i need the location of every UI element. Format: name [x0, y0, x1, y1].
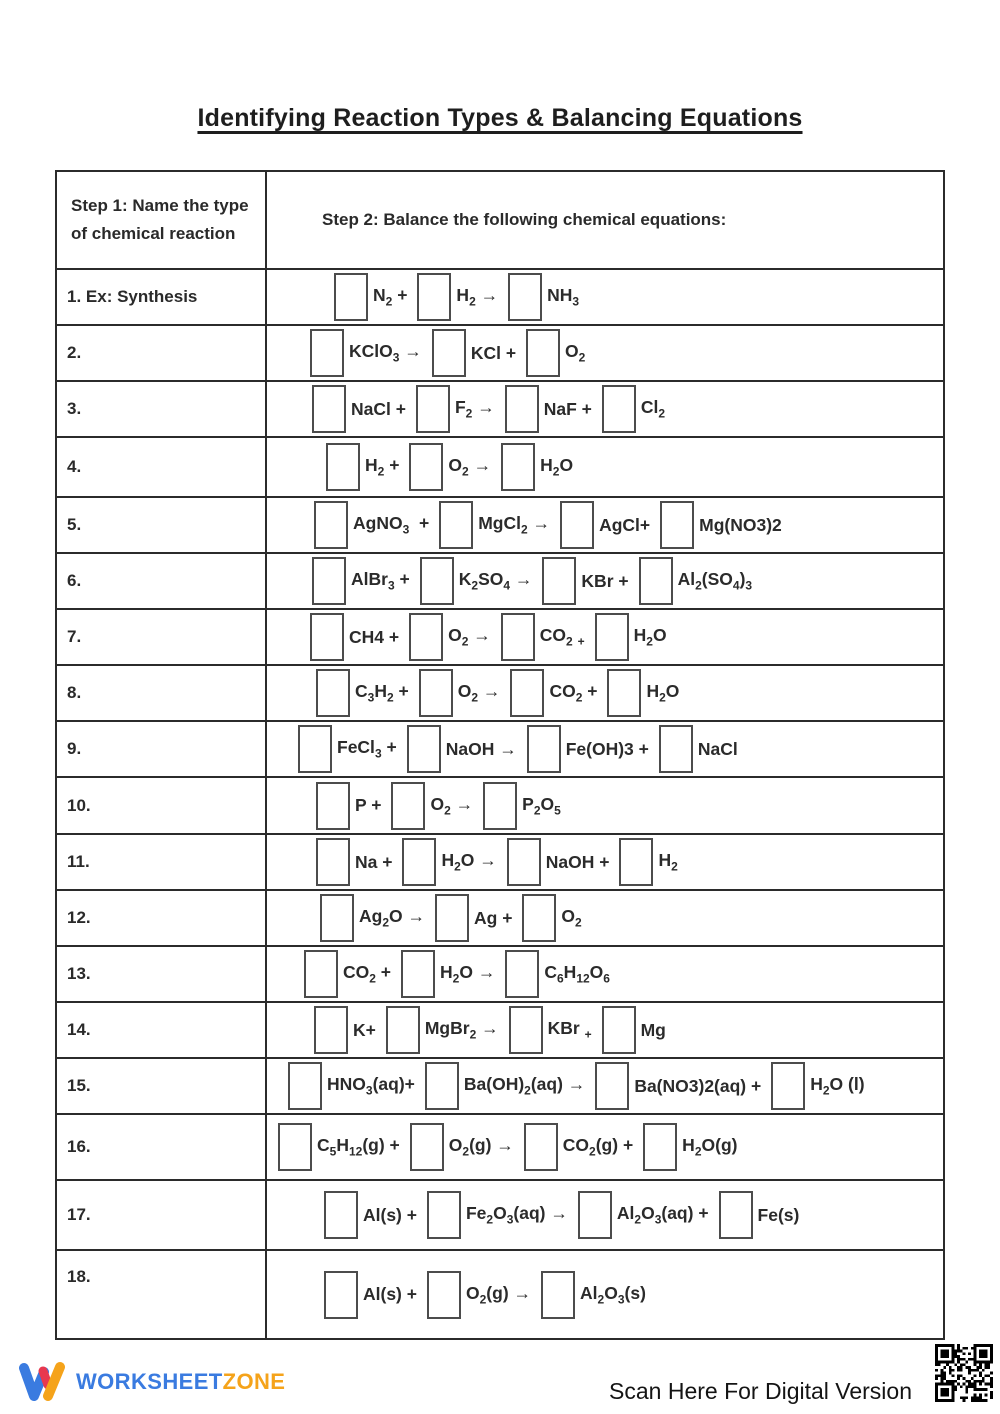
coefficient-box[interactable] — [326, 443, 360, 491]
qr-code-icon — [935, 1344, 993, 1402]
reaction-type-cell[interactable]: 12. — [56, 890, 266, 946]
formula-text: $H_2O$ — [540, 455, 574, 479]
formula-text: $K_2SO_4$ → — [458, 569, 533, 593]
formula-text: $C_3H_2$ + — [355, 681, 409, 705]
formula-text: P + — [355, 795, 382, 815]
table-row — [56, 609, 944, 665]
equation-cell — [266, 437, 944, 497]
coefficient-box[interactable] — [578, 1191, 612, 1239]
formula-text: NaF + — [543, 398, 592, 419]
reaction-type-cell[interactable]: 2. — [56, 325, 266, 381]
equation — [268, 443, 942, 491]
coefficient-box[interactable] — [501, 443, 535, 491]
coefficient-box[interactable] — [324, 1191, 358, 1239]
coefficient-box[interactable] — [407, 725, 441, 773]
formula-text: Mg — [640, 1019, 666, 1040]
reaction-type-cell[interactable]: 3. — [56, 381, 266, 437]
equation — [268, 1006, 942, 1054]
formula-text: $HNO_3(aq)+$ — [327, 1074, 415, 1098]
worksheet-rows — [56, 171, 944, 1339]
reaction-type-cell[interactable]: 18. — [56, 1250, 266, 1339]
coefficient-box[interactable] — [410, 1123, 444, 1171]
formula-text: FeCl$_3$ + — [337, 737, 397, 761]
coefficient-box[interactable] — [310, 613, 344, 661]
brand-name — [76, 1369, 285, 1395]
coefficient-box[interactable] — [541, 1271, 575, 1319]
coefficient-box[interactable] — [659, 725, 693, 773]
formula-text: MgCl$_2$ → — [478, 513, 551, 537]
formula-text: $CO_2$ $_+$ — [539, 625, 585, 649]
table-row — [56, 553, 944, 609]
coefficient-box[interactable] — [316, 838, 350, 886]
coefficient-box[interactable] — [409, 443, 443, 491]
coefficient-box[interactable] — [304, 950, 338, 998]
header-row — [56, 171, 944, 269]
coefficient-box[interactable] — [483, 782, 517, 830]
formula-text: NaOH → — [445, 738, 517, 759]
reaction-type-cell[interactable]: 5. — [56, 497, 266, 553]
equation — [268, 329, 942, 377]
equation-cell — [266, 325, 944, 381]
brand-word-zone: ZONE — [222, 1369, 286, 1394]
formula-text: $H_2O(g)$ — [682, 1135, 738, 1159]
coefficient-box[interactable] — [505, 950, 539, 998]
coefficient-box[interactable] — [298, 725, 332, 773]
equation — [268, 669, 942, 717]
equation-cell — [266, 1180, 944, 1250]
table-row — [56, 325, 944, 381]
formula-text: $F_2$ → — [454, 397, 495, 421]
formula-text: $N_2$ + — [373, 285, 408, 309]
equation — [268, 273, 942, 321]
coefficient-box[interactable] — [334, 273, 368, 321]
coefficient-box[interactable] — [508, 273, 542, 321]
equation-cell — [266, 1002, 944, 1058]
coefficient-box[interactable] — [409, 613, 443, 661]
coefficient-box[interactable] — [316, 669, 350, 717]
equation-cell — [266, 721, 944, 777]
formula-text: KBr + — [581, 570, 629, 591]
equation-cell — [266, 946, 944, 1002]
formula-text: Fe(s) — [757, 1204, 800, 1225]
formula-text: KClO$_3$ → — [349, 341, 422, 365]
equation-cell — [266, 1250, 944, 1339]
coefficient-box[interactable] — [771, 1062, 805, 1110]
coefficient-box[interactable] — [324, 1271, 358, 1319]
formula-text: Mg(NO3)2 — [699, 514, 782, 535]
table-row — [56, 381, 944, 437]
coefficient-box[interactable] — [602, 385, 636, 433]
coefficient-box[interactable] — [320, 894, 354, 942]
formula-text: KCl + — [470, 342, 517, 363]
equation — [268, 1191, 942, 1239]
formula-text: NaCl + — [351, 398, 406, 419]
reaction-type-cell[interactable]: 10. — [56, 777, 266, 834]
table-row — [56, 834, 944, 890]
coefficient-box[interactable] — [416, 385, 450, 433]
reaction-type-cell[interactable]: 14. — [56, 1002, 266, 1058]
formula-text: $CO_2$ + — [549, 681, 598, 705]
formula-text: $Al_2O_3(aq)$ + — [616, 1203, 709, 1227]
equation — [268, 782, 942, 830]
formula-text: $P_2O_5$ — [522, 793, 561, 818]
equation — [268, 950, 942, 998]
coefficient-box[interactable] — [427, 1191, 461, 1239]
coefficient-box[interactable] — [560, 501, 594, 549]
coefficient-box[interactable] — [619, 838, 653, 886]
reaction-type-cell[interactable]: 13. — [56, 946, 266, 1002]
equation-cell — [266, 553, 944, 609]
coefficient-box[interactable] — [505, 385, 539, 433]
formula-text: $NH_3$ — [547, 285, 580, 309]
formula-text: $O_2$ — [561, 906, 582, 930]
equation-cell — [266, 497, 944, 553]
table-row — [56, 1002, 944, 1058]
page-title: Identifying Reaction Types & Balancing Equations — [197, 104, 803, 132]
equation-cell — [266, 777, 944, 834]
reaction-type-cell[interactable]: 9. — [56, 721, 266, 777]
reaction-type-cell[interactable]: 8. — [56, 665, 266, 721]
coefficient-box[interactable] — [432, 329, 466, 377]
formula-text: $H_2$ — [658, 850, 678, 874]
reaction-type-cell[interactable]: 16. — [56, 1114, 266, 1180]
equation — [268, 1271, 942, 1319]
brand-word-worksheet: WORKSHEET — [76, 1369, 223, 1394]
formula-text: $O_2$ → — [448, 625, 491, 649]
table-row — [56, 437, 944, 497]
coefficient-box[interactable] — [607, 669, 641, 717]
reaction-type-cell[interactable]: 6. — [56, 553, 266, 609]
formula-text: $H_2O$ (l) — [810, 1074, 865, 1098]
coefficient-box[interactable] — [420, 557, 454, 605]
table-row — [56, 665, 944, 721]
table-row — [56, 1180, 944, 1250]
coefficient-box[interactable] — [595, 1062, 629, 1110]
coefficient-box[interactable] — [391, 782, 425, 830]
formula-text: K+ — [353, 1019, 376, 1040]
reaction-type-cell[interactable]: 15. — [56, 1058, 266, 1114]
coefficient-box[interactable] — [425, 1062, 459, 1110]
table-row — [56, 1114, 944, 1180]
coefficient-box[interactable] — [639, 557, 673, 605]
coefficient-box[interactable] — [386, 1006, 420, 1054]
coefficient-box[interactable] — [417, 273, 451, 321]
coefficient-box[interactable] — [526, 329, 560, 377]
formula-text: $Ag_2O$ → — [359, 906, 425, 930]
formula-text: Ag + — [474, 907, 513, 928]
coefficient-box[interactable] — [542, 557, 576, 605]
formula-text: $Fe_2O_3(aq)$ → — [465, 1203, 568, 1227]
formula-text: Na + — [355, 851, 393, 872]
coefficient-box[interactable] — [278, 1123, 312, 1171]
formula-text: CH4 + — [349, 626, 400, 647]
formula-text: $H_2$ → — [456, 285, 499, 309]
coefficient-box[interactable] — [402, 838, 436, 886]
coefficient-box[interactable] — [401, 950, 435, 998]
coefficient-box[interactable] — [602, 1006, 636, 1054]
worksheetzone-logo — [18, 1360, 285, 1404]
coefficient-box[interactable] — [507, 838, 541, 886]
table-row — [56, 721, 944, 777]
formula-text: $CO_2$ + — [343, 962, 392, 986]
equation — [268, 725, 942, 773]
formula-text: $H_2O$ → — [440, 962, 496, 986]
reaction-type-cell[interactable]: 17. — [56, 1180, 266, 1250]
equation — [268, 838, 942, 886]
formula-text: $O_2$ → — [430, 793, 474, 818]
equation — [268, 1062, 942, 1110]
coefficient-box[interactable] — [312, 385, 346, 433]
table-row — [56, 1250, 944, 1339]
formula-text: $Ba(OH)_2(aq)$ → — [463, 1074, 586, 1098]
formula-text: AlBr$_3$ + — [351, 569, 410, 593]
coefficient-box[interactable] — [312, 557, 346, 605]
reaction-type-cell[interactable]: 1. Ex: Synthesis — [56, 269, 266, 325]
coefficient-box[interactable] — [427, 1271, 461, 1319]
formula-text: $O_2(g)$ → — [465, 1282, 532, 1307]
coefficient-box[interactable] — [314, 1006, 348, 1054]
coefficient-box[interactable] — [288, 1062, 322, 1110]
equation-cell — [266, 1058, 944, 1114]
formula-text: NaOH + — [545, 851, 610, 872]
formula-text: $O_2$ → — [457, 681, 501, 705]
coefficient-box[interactable] — [509, 1006, 543, 1054]
coefficient-box[interactable] — [522, 894, 556, 942]
step2-header: Step 2: Balance the following chemical equations: — [266, 171, 944, 269]
formula-text: $Cl_2$ — [640, 397, 666, 421]
formula-text: Al(s) + — [363, 1204, 417, 1225]
equation-cell — [266, 381, 944, 437]
scan-here-text: Scan Here For Digital Version — [609, 1378, 912, 1404]
formula-text: KBr $_+$ — [547, 1018, 592, 1042]
equation — [268, 1123, 942, 1171]
worksheetzone-w-icon — [18, 1360, 66, 1404]
formula-text: $O_2$ — [565, 341, 586, 365]
formula-text: Al(s) + — [363, 1284, 417, 1304]
coefficient-box[interactable] — [527, 725, 561, 773]
formula-text: AgCl+ — [599, 514, 651, 535]
equation — [268, 894, 942, 942]
formula-text: Fe(OH)3 + — [565, 738, 649, 759]
formula-text: MgBr$_2$ → — [424, 1018, 499, 1042]
equation — [268, 613, 942, 661]
coefficient-box[interactable] — [314, 501, 348, 549]
coefficient-box[interactable] — [510, 669, 544, 717]
formula-text: $H_2O$ — [633, 625, 667, 649]
equation-cell — [266, 834, 944, 890]
page-footer — [0, 1338, 1000, 1414]
equation-cell — [266, 890, 944, 946]
coefficient-box[interactable] — [643, 1123, 677, 1171]
formula-text: $Al_2(SO_4)_3$ — [677, 569, 753, 593]
formula-text: $O_2$ → — [448, 455, 492, 479]
formula-text: $C_6H_{12}O_6$ — [544, 962, 610, 986]
coefficient-box[interactable] — [439, 501, 473, 549]
formula-text: $CO_2(g)$ + — [562, 1135, 634, 1159]
formula-text: $C_5H_{12}(g)$ + — [317, 1135, 400, 1159]
coefficient-box[interactable] — [310, 329, 344, 377]
formula-text: NaCl — [697, 738, 738, 759]
coefficient-box[interactable] — [501, 613, 535, 661]
worksheet-table — [55, 170, 945, 1340]
coefficient-box[interactable] — [524, 1123, 558, 1171]
coefficient-box[interactable] — [719, 1191, 753, 1239]
equation-cell — [266, 1114, 944, 1180]
reaction-type-cell[interactable]: 11. — [56, 834, 266, 890]
coefficient-box[interactable] — [435, 894, 469, 942]
formula-text: $H_2O$ → — [441, 850, 497, 874]
formula-text: Ba(NO3)2(aq) + — [634, 1075, 762, 1096]
equation — [268, 557, 942, 605]
step1-header: Step 1: Name the type of chemical reaction — [56, 171, 266, 269]
formula-text: $H_2$ + — [365, 455, 400, 479]
equation-cell — [266, 269, 944, 325]
equation-cell — [266, 665, 944, 721]
equation-cell — [266, 609, 944, 665]
table-row — [56, 777, 944, 834]
coefficient-box[interactable] — [660, 501, 694, 549]
reaction-type-cell[interactable]: 7. — [56, 609, 266, 665]
formula-text: $Al_2O_3(s)$ — [580, 1282, 646, 1307]
formula-text: $H_2O$ — [646, 681, 680, 705]
coefficient-box[interactable] — [316, 782, 350, 830]
table-row — [56, 497, 944, 553]
coefficient-box[interactable] — [419, 669, 453, 717]
reaction-type-cell[interactable]: 4. — [56, 437, 266, 497]
table-row — [56, 946, 944, 1002]
coefficient-box[interactable] — [595, 613, 629, 661]
equation — [268, 385, 942, 433]
table-row — [56, 890, 944, 946]
table-row — [56, 269, 944, 325]
formula-text: AgNO$_3$ + — [353, 513, 430, 537]
table-row — [56, 1058, 944, 1114]
formula-text: $O_2(g)$ → — [448, 1135, 514, 1159]
equation — [268, 501, 942, 549]
